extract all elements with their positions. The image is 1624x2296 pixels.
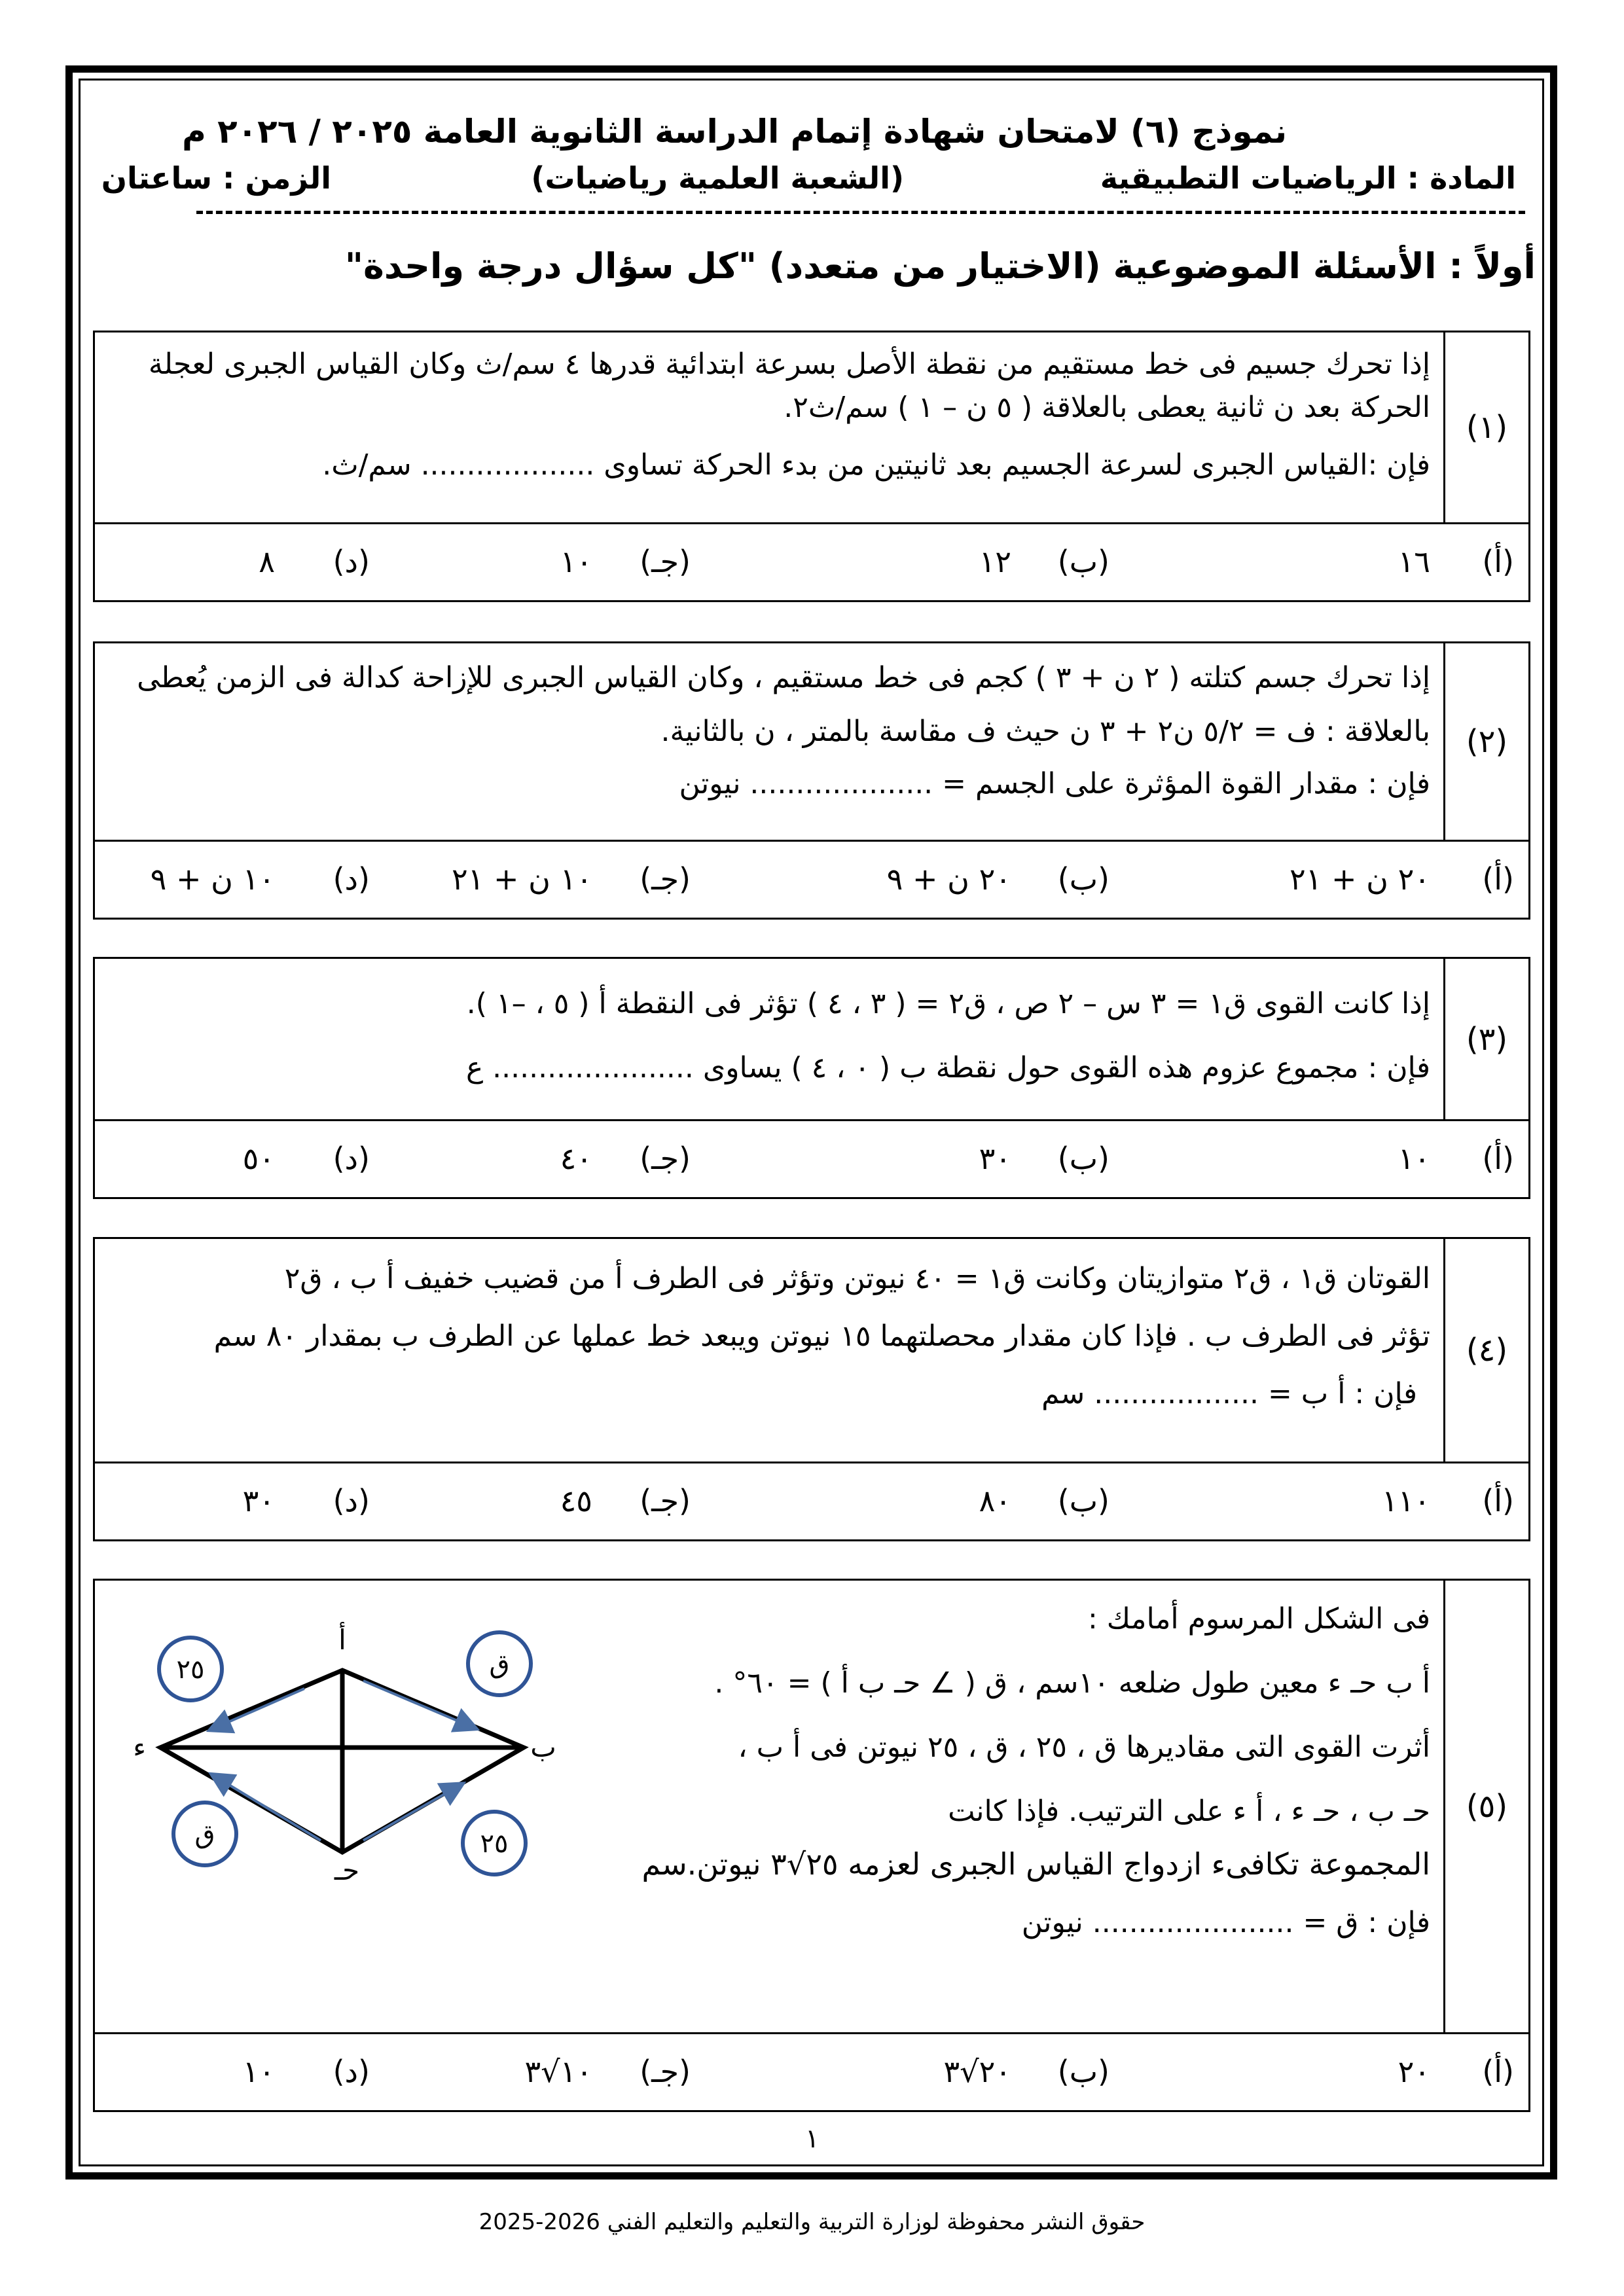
question-line: فى الشكل المرسوم أمامك : bbox=[1087, 1602, 1430, 1636]
question-text bbox=[108, 658, 1430, 804]
question-line: القوتان ق١ ، ق٢ متوازيتان وكانت ق١ = ٤٠ نيوتن وتؤثر فى الطرف أ من قضيب خفيف أ ب ، ق٢ bbox=[284, 1262, 1430, 1295]
vertex-label-left: ء bbox=[133, 1731, 146, 1763]
option-value: ٨ bbox=[259, 544, 275, 579]
vertex-label-bottom: حـ bbox=[334, 1854, 360, 1886]
question-2 bbox=[93, 641, 1530, 920]
option-value: ١٠ bbox=[560, 544, 592, 579]
option-value: ١١٠ bbox=[1381, 1483, 1430, 1518]
option-label[interactable]: (د) bbox=[333, 861, 370, 897]
force-arrow bbox=[363, 1681, 468, 1725]
option-label[interactable]: (أ) bbox=[1482, 544, 1514, 579]
option-value: ٨٠ bbox=[979, 1483, 1011, 1518]
question-number: (٤) bbox=[1443, 1239, 1528, 1462]
options-row bbox=[95, 840, 1528, 922]
option-value: ٣٠ bbox=[979, 1141, 1011, 1176]
force-arrow bbox=[363, 1788, 455, 1840]
option-label[interactable]: (د) bbox=[333, 2054, 370, 2089]
question-line: إذا تحرك جسيم فى خط مستقيم من نقطة الأصل بسرعة ابتدائية قدرها ٤ سم/ث وكان القياس الجبرى لعجلة bbox=[148, 348, 1430, 381]
options-row bbox=[95, 522, 1528, 604]
option-value: ١٦ bbox=[1398, 544, 1430, 579]
question-line: فإن : ق = ...................... نيوتن bbox=[1021, 1906, 1430, 1939]
option-label[interactable]: (ب) bbox=[1057, 861, 1110, 897]
time-label: الزمن : ساعتان bbox=[101, 160, 331, 196]
question-line: بالعلاقة : ف = ٥/٢ ن٢ + ٣ ن حيث ف مقاسة بالمتر ، ن بالثانية. bbox=[660, 715, 1430, 748]
option-value: ٢٠√٣ bbox=[943, 2054, 1011, 2089]
option-value: ١٠√٣ bbox=[524, 2054, 592, 2089]
question-number: (٥) bbox=[1443, 1581, 1528, 2032]
question-line: تؤثر فى الطرف ب . فإذا كان مقدار محصلتهما ١٥ نيوتن ويبعد خط عملها عن الطرف ب بمقدار ٨٠ سم bbox=[213, 1319, 1430, 1353]
vertex-label-top: أ bbox=[338, 1624, 346, 1656]
question-line: حـ ب ، حـ ء ، أ ء على الترتيب. فإذا كانت bbox=[948, 1795, 1430, 1828]
question-text bbox=[108, 1259, 1430, 1414]
question-line: فإن :القياس الجبرى لسرعة الجسيم بعد ثانيتين من بدء الحركة تساوى ................... سم/ث. bbox=[322, 448, 1430, 482]
option-label[interactable]: (ب) bbox=[1057, 1483, 1110, 1518]
options-row bbox=[95, 2032, 1528, 2114]
copyright-footer: حقوق النشر محفوظة لوزارة التربية والتعليم والتعليم الفني 2026-2025 bbox=[478, 2209, 1146, 2235]
question-line: إذا كانت القوى ق١ = ٣ س – ٢ ص ، ق٢ = ( ٣ ، ٤ ) تؤثر فى النقطة أ ( ٥ ، –١ ). bbox=[466, 987, 1430, 1020]
options-row bbox=[95, 1119, 1528, 1201]
option-value: ٤٠ bbox=[560, 1141, 592, 1176]
option-value: ١٠ bbox=[242, 2054, 275, 2089]
force-label-top-right: ق bbox=[489, 1649, 510, 1679]
option-label[interactable]: (ب) bbox=[1057, 544, 1110, 579]
option-label[interactable]: (جـ) bbox=[640, 2054, 691, 2089]
option-value: ٣٠ bbox=[242, 1483, 275, 1518]
option-value: ١٠ ن + ٢١ bbox=[451, 861, 592, 897]
option-label[interactable]: (أ) bbox=[1482, 1483, 1514, 1518]
vertex-label-right: ب bbox=[530, 1731, 556, 1763]
question-line: فإن : أ ب = .................. سم bbox=[1041, 1377, 1417, 1410]
question-number: (٣) bbox=[1443, 959, 1528, 1119]
question-4 bbox=[93, 1237, 1530, 1541]
option-value: ٤٥ bbox=[560, 1483, 592, 1518]
option-label[interactable]: (ب) bbox=[1057, 2054, 1110, 2089]
option-label[interactable]: (ب) bbox=[1057, 1141, 1110, 1176]
question-number: (٢) bbox=[1443, 643, 1528, 840]
option-label[interactable]: (أ) bbox=[1482, 2054, 1514, 2089]
option-value: ٢٠ bbox=[1398, 2054, 1430, 2089]
force-label-top-left: ٢٥ bbox=[176, 1655, 205, 1685]
question-number: (١) bbox=[1443, 332, 1528, 522]
exam-title: نموذج (٦) لامتحان شهادة إتمام الدراسة الثانوية العامة ٢٠٢٥ / ٢٠٢٦ م bbox=[182, 113, 1287, 151]
question-text bbox=[108, 984, 1430, 1088]
page-number: ١ bbox=[805, 2124, 820, 2154]
branch-label: (الشعبة العلمية رياضيات) bbox=[531, 160, 904, 196]
option-value: ٢٠ ن + ٩ bbox=[886, 861, 1011, 897]
force-label-bottom-left: ق bbox=[194, 1820, 215, 1850]
subject-label: المادة : الرياضيات التطبيقية bbox=[1100, 160, 1516, 196]
rhombus-diagram bbox=[133, 1597, 566, 1886]
question-line: المجموعة تكافىء ازدواج القياس الجبرى لعزمه ٢٥√٣ نيوتن.سم bbox=[641, 1846, 1430, 1882]
option-label[interactable]: (جـ) bbox=[640, 544, 691, 579]
force-label-bottom-right: ٢٥ bbox=[480, 1829, 509, 1859]
question-line: الحركة بعد ن ثانية يعطى بالعلاقة ( ٥ ن – ١ ) سم/ث٢. bbox=[784, 391, 1430, 424]
force-arrow bbox=[218, 1689, 304, 1727]
section-title: أولاً : الأسئلة الموضوعية (الاختيار من متعدد) "كل سؤال درجة واحدة" bbox=[344, 245, 1536, 287]
question-line: فإن : مقدار القوة المؤثرة على الجسم = .................... نيوتن bbox=[679, 767, 1430, 800]
question-1 bbox=[93, 331, 1530, 602]
option-value: ١٠ ن + ٩ bbox=[150, 861, 275, 897]
option-label[interactable]: (د) bbox=[333, 544, 370, 579]
option-value: ٢٠ ن + ٢١ bbox=[1289, 861, 1430, 897]
option-value: ١٠ bbox=[1398, 1141, 1430, 1176]
question-text bbox=[108, 344, 1430, 486]
option-label[interactable]: (جـ) bbox=[640, 1483, 691, 1518]
option-value: ١٢ bbox=[979, 544, 1011, 579]
option-label[interactable]: (جـ) bbox=[640, 861, 691, 897]
question-line: أثرت القوى التى مقاديرها ق ، ٢٥ ، ق ، ٢٥ نيوتن فى أ ب ، bbox=[738, 1731, 1430, 1764]
question-line: إذا تحرك جسم كتلته ( ٢ ن + ٣ ) كجم فى خط مستقيم ، وكان القياس الجبرى للإزاحة كدالة فى الزمن يُعطى bbox=[137, 661, 1430, 694]
option-label[interactable]: (د) bbox=[333, 1141, 370, 1176]
question-3 bbox=[93, 957, 1530, 1199]
option-label[interactable]: (جـ) bbox=[640, 1141, 691, 1176]
option-label[interactable]: (د) bbox=[333, 1483, 370, 1518]
options-row bbox=[95, 1462, 1528, 1543]
header-divider bbox=[196, 211, 1525, 214]
question-line: أ ب حـ ء معين طول ضلعه ١٠سم ، ق ( ∠ حـ ب أ ) = ٦٠° . bbox=[714, 1666, 1430, 1700]
option-label[interactable]: (أ) bbox=[1482, 861, 1514, 897]
option-value: ٥٠ bbox=[242, 1141, 275, 1176]
question-text bbox=[553, 1599, 1430, 1943]
option-label[interactable]: (أ) bbox=[1482, 1141, 1514, 1176]
question-line: فإن : مجموع عزوم هذه القوى حول نقطة ب ( ٠ ، ٤ ) يساوى ...................... ع bbox=[465, 1051, 1430, 1085]
